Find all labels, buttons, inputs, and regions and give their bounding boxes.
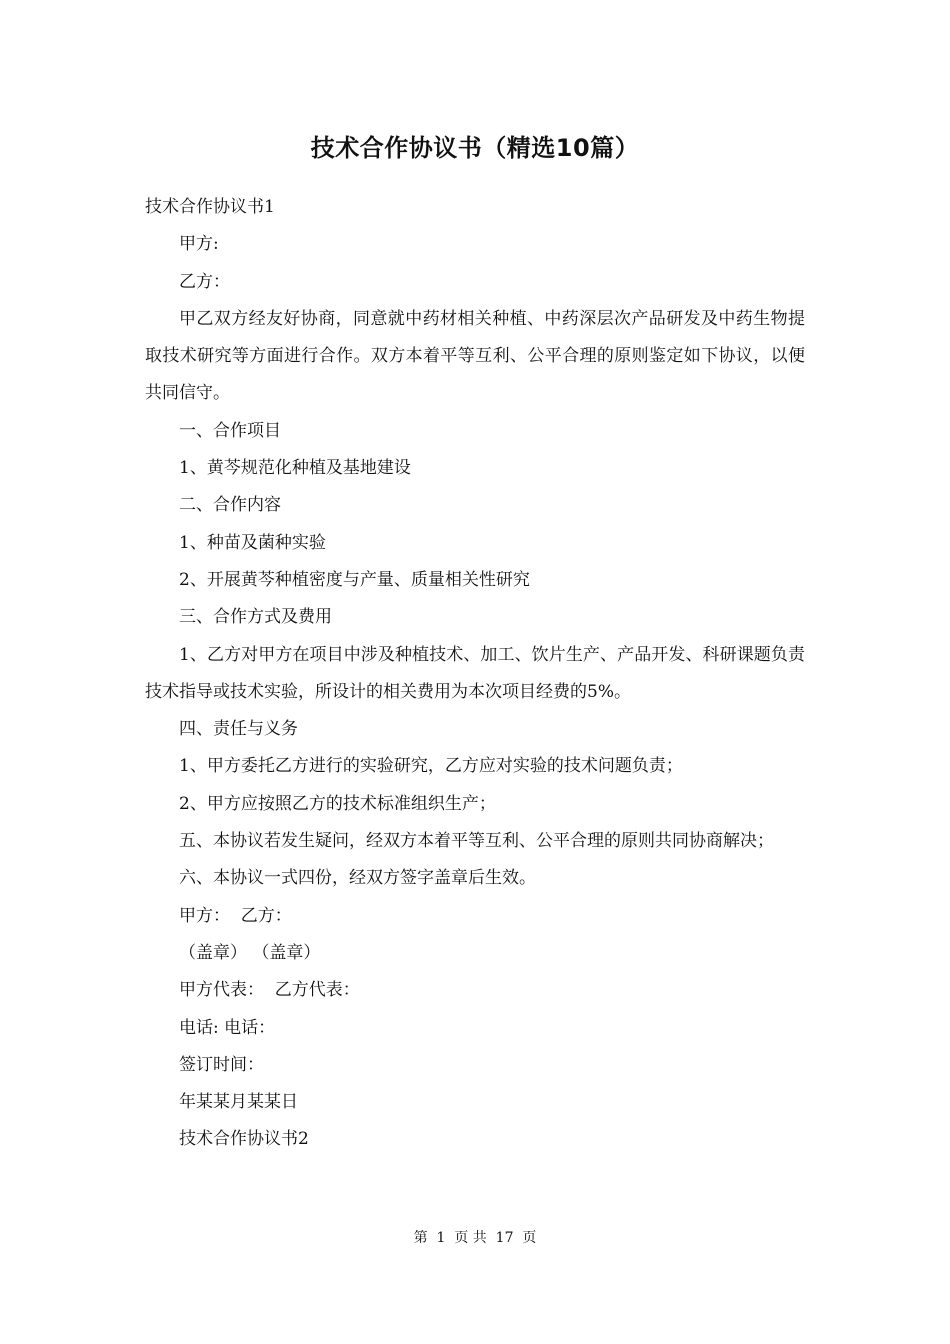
document-title: 技术合作协议书（精选10篇） [310, 134, 640, 162]
paragraph: 五、本协议若发生疑问，经双方本着平等互利、公平合理的原则共同协商解决； [179, 831, 774, 852]
paragraph: （盖章） （盖章） [179, 942, 321, 963]
paragraph: 签订时间： [179, 1054, 264, 1075]
paragraph: 2、开展黄芩种植密度与产量、质量相关性研究 [179, 569, 530, 590]
paragraph: 甲方代表： 乙方代表： [179, 980, 360, 1001]
paragraph: 乙方： [179, 271, 230, 292]
paragraph: 技术合作协议书1 [145, 197, 275, 217]
paragraph: 1、种苗及菌种实验 [179, 532, 326, 553]
paragraph: 甲方： 乙方： [179, 905, 292, 926]
paragraph: 一、合作项目 [179, 420, 281, 441]
paragraph: 2、甲方应按照乙方的技术标准组织生产； [179, 793, 496, 814]
paragraph: 三、合作方式及费用 [179, 607, 332, 628]
paragraph: 电话: 电话： [179, 1017, 276, 1038]
paragraph: 技术合作协议书2 [179, 1129, 309, 1150]
page-footer: 第 1 页 共 17 页 [413, 1230, 537, 1246]
paragraph: 甲方: [179, 234, 219, 255]
paragraph: 年某某月某某日 [179, 1092, 298, 1113]
paragraph: 六、本协议一式四份，经双方签字盖章后生效。 [179, 868, 536, 889]
paragraph: 1、甲方委托乙方进行的实验研究，乙方应对实验的技术问题负责； [179, 756, 683, 777]
paragraph: 甲乙双方经友好协商，同意就中药材相关种植、中药深层次产品研发及中药生物提取技术研究等方面进行合作。双方本着平等互利、公平合理的原则鉴定如下协议，以便共同信守。 [145, 308, 805, 404]
paragraph: 1、乙方对甲方在项目中涉及种植技术、加工、饮片生产、产品开发、科研课题负责技术指导或技术实验，所设计的相关费用为本次项目经费的5%。 [145, 644, 805, 702]
paragraph: 1、黄芩规范化种植及基地建设 [179, 458, 411, 479]
paragraph: 二、合作内容 [179, 495, 281, 516]
paragraph: 四、责任与义务 [179, 719, 298, 740]
document-body [145, 189, 805, 1159]
